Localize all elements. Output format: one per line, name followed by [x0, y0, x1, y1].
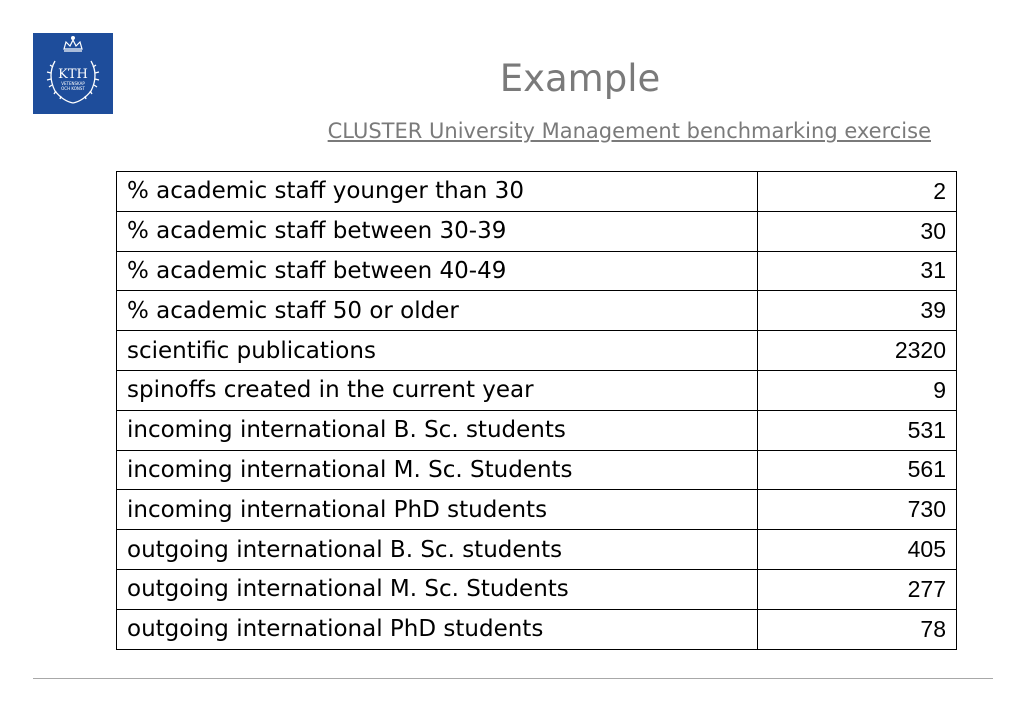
row-label: incoming international M. Sc. Students [117, 450, 758, 490]
logo-text-line2: OCH KONST [61, 86, 85, 91]
row-label: outgoing international B. Sc. students [117, 530, 758, 570]
table-row [117, 172, 957, 212]
row-value: 30 [758, 211, 957, 251]
crown-icon [64, 37, 82, 51]
row-value: 9 [758, 370, 957, 410]
logo-text-main: KTH [58, 67, 88, 82]
row-value: 31 [758, 251, 957, 291]
row-label: scientific publications [117, 331, 758, 371]
benchmark-table [116, 171, 957, 650]
table-row [117, 370, 957, 410]
row-label: incoming international PhD students [117, 490, 758, 530]
row-value: 405 [758, 530, 957, 570]
table-row [117, 450, 957, 490]
row-label: outgoing international PhD students [117, 609, 758, 649]
row-value: 531 [758, 410, 957, 450]
row-value: 277 [758, 569, 957, 609]
table-row [117, 331, 957, 371]
row-label: outgoing international M. Sc. Students [117, 569, 758, 609]
row-label: incoming international B. Sc. students [117, 410, 758, 450]
table-row [117, 211, 957, 251]
logo-text-line1: VETENSKAP [61, 81, 85, 86]
row-label: % academic staff younger than 30 [117, 172, 758, 212]
benchmark-table-body [117, 172, 957, 650]
row-label: % academic staff 50 or older [117, 291, 758, 331]
table-row [117, 251, 957, 291]
row-label: spinoffs created in the current year [117, 370, 758, 410]
table-row [117, 530, 957, 570]
footer-divider [33, 678, 993, 679]
row-value: 39 [758, 291, 957, 331]
table-row [117, 410, 957, 450]
row-value: 2 [758, 172, 957, 212]
row-value: 2320 [758, 331, 957, 371]
row-value: 78 [758, 609, 957, 649]
subtitle-link[interactable]: CLUSTER University Management benchmarking exercise [327, 119, 931, 143]
kth-logo [33, 33, 113, 114]
row-value: 730 [758, 490, 957, 530]
row-value: 561 [758, 450, 957, 490]
table-row [117, 569, 957, 609]
row-label: % academic staff between 30-39 [117, 211, 758, 251]
table-row [117, 490, 957, 530]
row-label: % academic staff between 40-49 [117, 251, 758, 291]
table-row [117, 291, 957, 331]
table-row [117, 609, 957, 649]
kth-logo-emblem [33, 33, 113, 114]
slide-title: Example [499, 57, 661, 100]
